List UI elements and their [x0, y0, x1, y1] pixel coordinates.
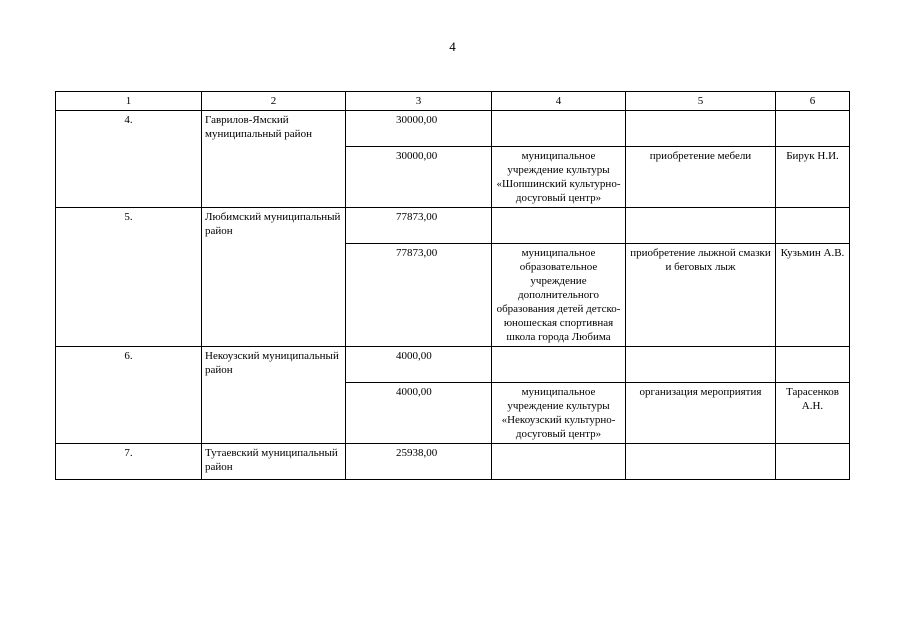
- institution-name: муниципальное учреждение культуры «Шопшинский культурно-досуговый центр»: [492, 147, 626, 208]
- total-amount: 30000,00: [346, 111, 492, 147]
- detail-amount: 30000,00: [346, 147, 492, 208]
- table-row: [56, 208, 850, 244]
- district-name: Гаврилов-Ямский муниципальный район: [202, 111, 346, 147]
- table-row-detail: [56, 383, 850, 444]
- table-row: [56, 111, 850, 147]
- header-row: [56, 92, 850, 111]
- empty-cell: [56, 147, 202, 208]
- row-number: 7.: [56, 444, 202, 480]
- row-number: 4.: [56, 111, 202, 147]
- empty-cell: [776, 347, 850, 383]
- row-number: 6.: [56, 347, 202, 383]
- empty-cell: [56, 244, 202, 347]
- empty-cell: [626, 444, 776, 480]
- empty-cell: [492, 347, 626, 383]
- empty-cell: [492, 208, 626, 244]
- header-cell: 6: [776, 92, 850, 111]
- row-number: 5.: [56, 208, 202, 244]
- empty-cell: [492, 444, 626, 480]
- purpose: организация мероприятия: [626, 383, 776, 444]
- responsible-person: Кузьмин А.В.: [776, 244, 850, 347]
- table-row: [56, 444, 850, 480]
- table-row-detail: [56, 244, 850, 347]
- table-row-detail: [56, 147, 850, 208]
- allocation-table: [55, 91, 850, 480]
- empty-cell: [492, 111, 626, 147]
- empty-cell: [776, 208, 850, 244]
- institution-name: муниципальное образовательное учреждение дополнительного образования детей детско-юношеская спортивная школа города Любима: [492, 244, 626, 347]
- empty-cell: [56, 383, 202, 444]
- detail-amount: 4000,00: [346, 383, 492, 444]
- empty-cell: [202, 147, 346, 208]
- purpose: приобретение лыжной смазки и беговых лыж: [626, 244, 776, 347]
- district-name: Тутаевский муниципальный район: [202, 444, 346, 480]
- district-name: Любимский муниципальный район: [202, 208, 346, 244]
- empty-cell: [776, 444, 850, 480]
- purpose: приобретение мебели: [626, 147, 776, 208]
- institution-name: муниципальное учреждение культуры «Некоузский культурно-досуговый центр»: [492, 383, 626, 444]
- header-cell: 2: [202, 92, 346, 111]
- responsible-person: Бирук Н.И.: [776, 147, 850, 208]
- header-cell: 1: [56, 92, 202, 111]
- empty-cell: [626, 111, 776, 147]
- district-name: Некоузский муниципальный район: [202, 347, 346, 383]
- total-amount: 4000,00: [346, 347, 492, 383]
- empty-cell: [202, 244, 346, 347]
- empty-cell: [202, 383, 346, 444]
- header-cell: 4: [492, 92, 626, 111]
- empty-cell: [776, 111, 850, 147]
- page-number: 4: [449, 39, 456, 54]
- total-amount: 25938,00: [346, 444, 492, 480]
- table-row: [56, 347, 850, 383]
- total-amount: 77873,00: [346, 208, 492, 244]
- header-cell: 3: [346, 92, 492, 111]
- detail-amount: 77873,00: [346, 244, 492, 347]
- empty-cell: [626, 208, 776, 244]
- responsible-person: Тарасенков А.Н.: [776, 383, 850, 444]
- empty-cell: [626, 347, 776, 383]
- header-cell: 5: [626, 92, 776, 111]
